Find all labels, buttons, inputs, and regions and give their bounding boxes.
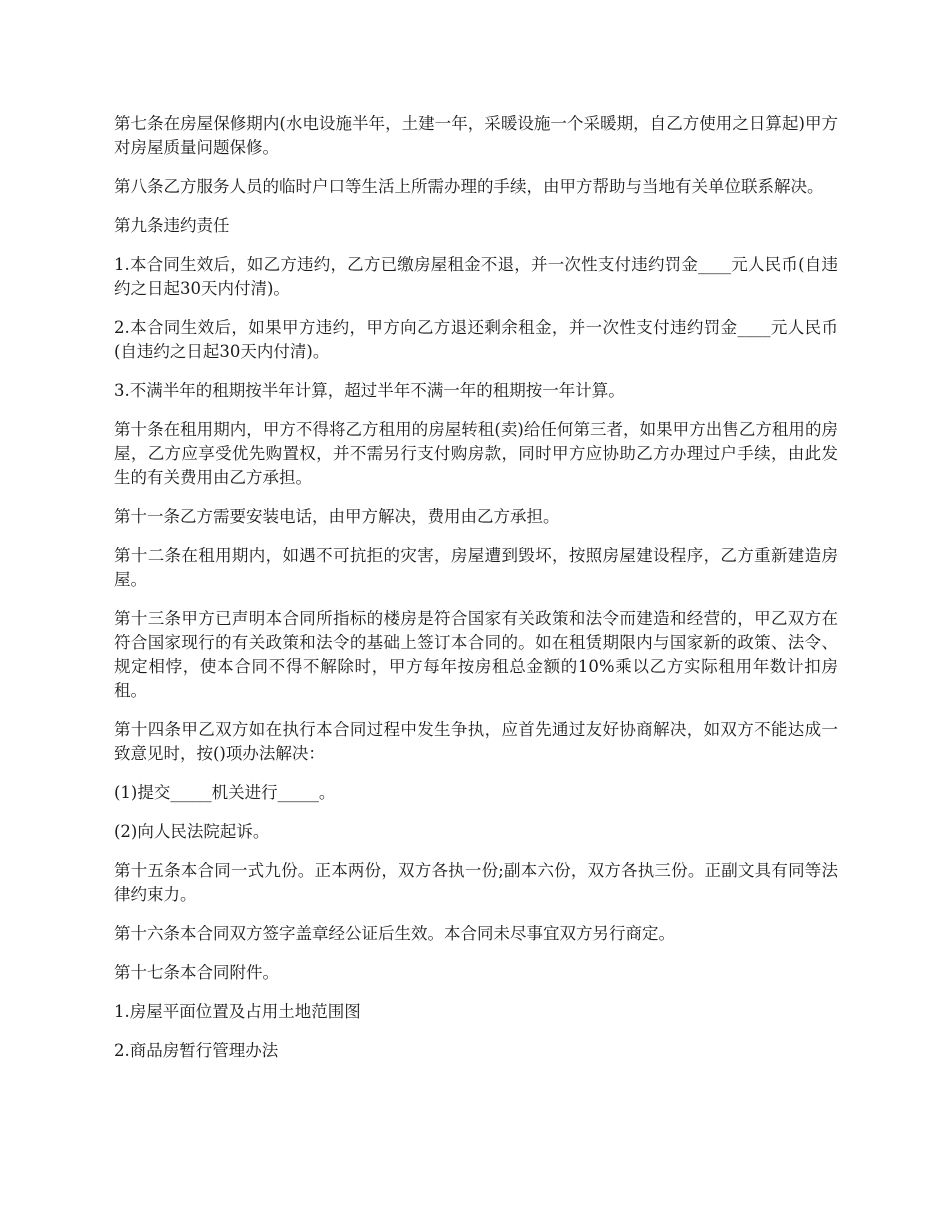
article-13-paragraph: 第十三条甲方已声明本合同所指标的楼房是符合国家有关政策和法令而建造和经营的，甲乙双方在符合国家现行的有关政策和法令的基础上签订本合同的。如在租赁期限内与国家新的政策、法令、规定相悖，使本合同不得不解除时，甲方每年按房租总金额的10%乘以乙方实际租用年数计扣房租。 <box>114 609 838 700</box>
article-11-paragraph: 第十一条乙方需要安装电话，由甲方解决，费用由乙方承担。 <box>114 507 560 526</box>
article-7-paragraph: 第七条在房屋保修期内(水电设施半年，土建一年，采暖设施一个采暖期，自乙方使用之日算起)甲方对房屋质量问题保修。 <box>114 114 838 157</box>
article-12-paragraph: 第十二条在租用期内，如遇不可抗拒的灾害，房屋遭到毁坏，按照房屋建设程序，乙方重新建造房屋。 <box>114 546 838 589</box>
article-16-paragraph: 第十六条本合同双方签字盖章经公证后生效。本合同未尽事宜双方另行商定。 <box>114 924 675 943</box>
article-10-paragraph: 第十条在租用期内，甲方不得将乙方租用的房屋转租(卖)给任何第三者，如果甲方出售乙方租用的房屋，乙方应享受优先购置权，并不需另行支付购房款，同时甲方应协助乙方办理过户手续，由此发生的有关费用由乙方承担。 <box>114 420 838 487</box>
article-15-paragraph: 第十五条本合同一式九份。正本两份，双方各执一份;副本六份，双方各执三份。正副文具有同等法律约束力。 <box>114 861 838 904</box>
article-9-clause-1: 1.本合同生效后，如乙方违约，乙方已缴房屋租金不退，并一次性支付违约罚金____元人民币(自违约之日起30天内付清)。 <box>114 255 838 298</box>
article-9-clause-3: 3.不满半年的租期按半年计算，超过半年不满一年的租期按一年计算。 <box>114 381 625 400</box>
article-9-heading: 第九条违约责任 <box>114 216 230 235</box>
attachment-2: 2.商品房暂行管理办法 <box>114 1041 279 1060</box>
document-body <box>114 112 838 1078</box>
article-8-paragraph: 第八条乙方服务人员的临时户口等生活上所需办理的手续，由甲方帮助与当地有关单位联系解决。 <box>114 177 824 196</box>
article-14-option-1: (1)提交_____机关进行_____。 <box>114 783 336 802</box>
attachment-1: 1.房屋平面位置及占用土地范围图 <box>114 1002 361 1021</box>
article-14-option-2: (2)向人民法院起诉。 <box>114 822 270 841</box>
article-9-clause-2: 2.本合同生效后，如果甲方违约，甲方向乙方退还剩余租金，并一次性支付违约罚金____元人民币(自违约之日起30天内付清)。 <box>114 318 838 361</box>
article-17-heading: 第十七条本合同附件。 <box>114 963 279 982</box>
article-14-paragraph: 第十四条甲乙双方如在执行本合同过程中发生争执，应首先通过友好协商解决，如双方不能达成一致意见时，按()项办法解决： <box>114 720 838 763</box>
